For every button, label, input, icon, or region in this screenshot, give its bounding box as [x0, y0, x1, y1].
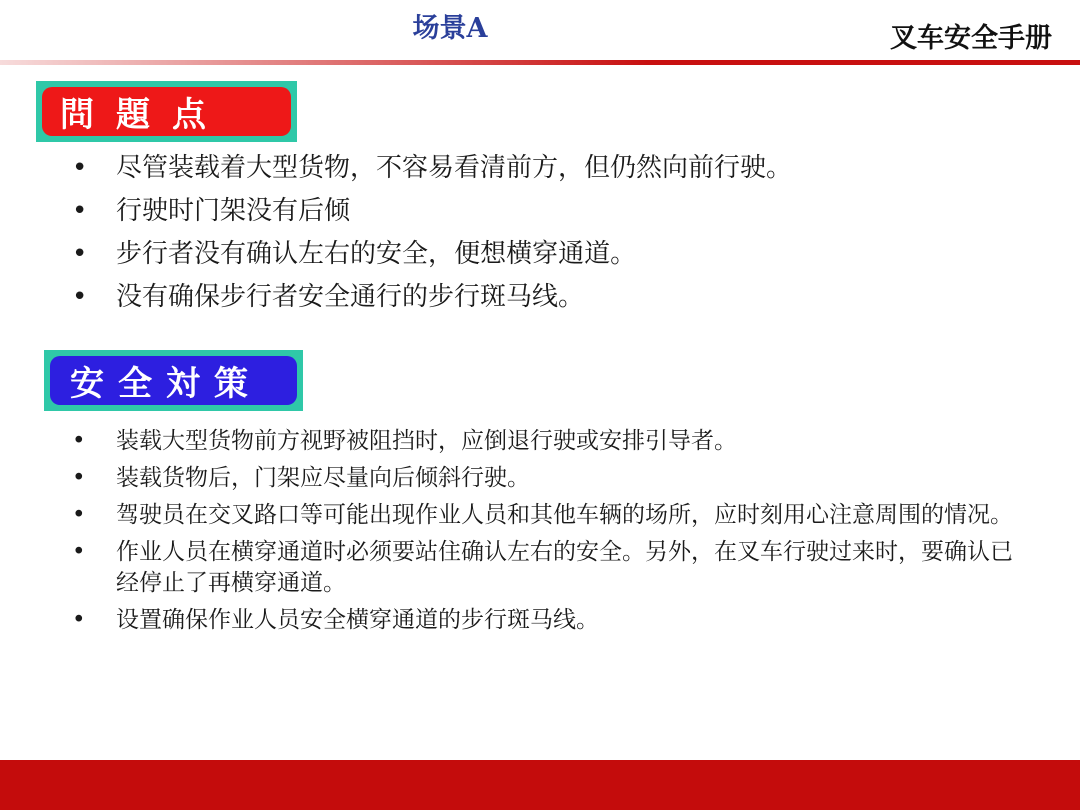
- problem-item: • 行驶时门架没有后倾: [72, 190, 1032, 233]
- problem-item-part: 的: [350, 239, 377, 269]
- problem-item-emphasis: 左右: [298, 239, 351, 269]
- problem-item-emphasis: 安全，: [376, 239, 455, 269]
- measure-item: • 作业人员在横穿通道时必须要站住确认左右的安全。另外，在叉车行驶过来时，要确认已经停止了再横穿通道。: [72, 537, 1032, 599]
- measures-label-text: 安全対策: [50, 356, 297, 405]
- measures-list: [72, 426, 1032, 642]
- measure-item: • 装载大型货物前方视野被阻挡时，应倒退行驶或安排引导者。: [72, 426, 1032, 457]
- measure-item: • 驾驶员在交叉路口等可能出现作业人员和其他车辆的场所，应时刻用心注意周围的情况。: [72, 500, 1032, 531]
- manual-title: 叉车安全手册: [890, 23, 1052, 54]
- problems-label-text: 問題点: [42, 87, 291, 136]
- problem-item-part: 步行者没有确认: [116, 239, 299, 269]
- problem-item: • 没有确保步行者安全通行的步行斑马线。: [72, 276, 1032, 319]
- measure-item: • 装载货物后，门架应尽量向后倾斜行驶。: [72, 463, 1032, 494]
- problem-item: [72, 233, 1032, 276]
- header-divider: [0, 60, 1080, 65]
- footer-bar: [0, 760, 1080, 810]
- scene-title: 场景A: [412, 13, 488, 44]
- problems-list: [72, 147, 1032, 319]
- problem-item-part: 便想横穿通道。: [454, 239, 637, 269]
- problem-item: • 尽管装载着大型货物，不容易看清前方，但仍然向前行驶。: [72, 147, 1032, 190]
- measure-item: • 设置确保作业人员安全横穿通道的步行斑马线。: [72, 605, 1032, 636]
- measures-section-label: [44, 350, 303, 411]
- problems-section-label: [36, 81, 297, 142]
